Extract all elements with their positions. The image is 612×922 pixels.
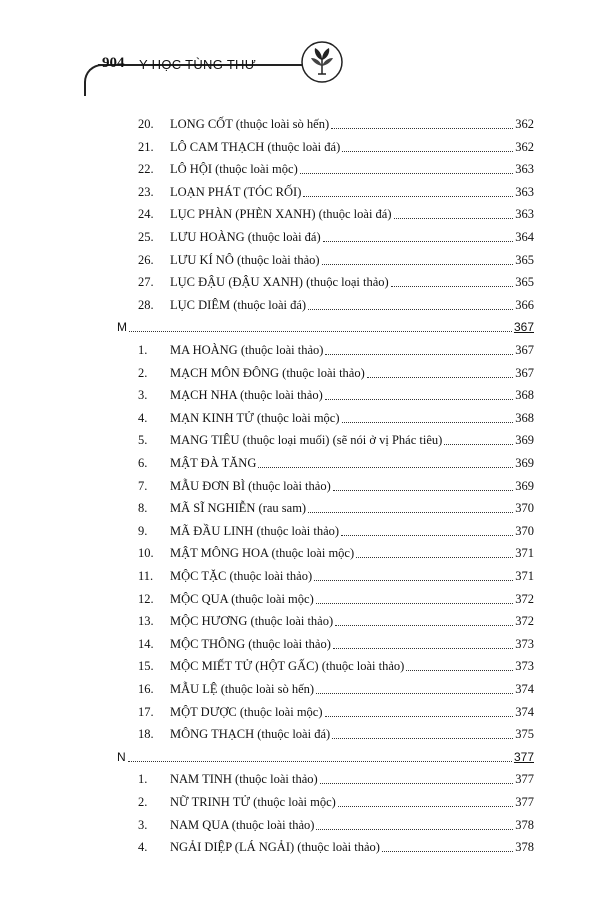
dot-leader — [333, 490, 513, 491]
toc-page-number: 362 — [515, 139, 534, 154]
toc-entry-title: MÃ ĐẦU LINH (thuộc loài thảo) — [170, 523, 340, 538]
toc-entry-number: 20. — [138, 117, 154, 131]
dot-leader — [342, 151, 513, 152]
toc-section-row — [0, 747, 612, 767]
toc-entry-title: MỘC QUA (thuộc loài mộc) — [170, 591, 314, 606]
toc-entry-title: NỮ TRINH TỬ (thuộc loài mộc) — [170, 795, 336, 809]
toc-entry-row — [0, 340, 612, 360]
toc-entry-number: 1. — [138, 343, 148, 357]
toc-entry-title: MẠCH NHA (thuộc loài thảo) — [170, 388, 323, 403]
toc-page-number: 369 — [515, 433, 534, 448]
toc-entry-title: MỘC TẶC (thuộc loài thảo) — [170, 569, 313, 583]
toc-entry-title: LÔ HỘI (thuộc loài mộc) — [170, 162, 298, 177]
dot-leader — [258, 467, 513, 468]
dot-leader — [341, 535, 513, 536]
toc-entry-number: 14. — [138, 636, 154, 651]
toc-entry-row — [0, 769, 612, 789]
toc-page-number: 373 — [515, 659, 534, 674]
toc-entry-number: 11. — [138, 569, 154, 583]
toc-entry-number: 3. — [138, 388, 148, 403]
toc-page-number: 377 — [515, 795, 534, 809]
toc-page-number: 370 — [515, 501, 534, 516]
dot-leader — [316, 693, 513, 694]
toc-entry-title: MỘT DƯỢC (thuộc loài mộc) — [170, 704, 323, 719]
dot-leader — [320, 783, 513, 784]
toc-entry-title: MẬT MÔNG HOA (thuộc loài mộc) — [170, 546, 355, 561]
toc-page-number: 371 — [515, 569, 534, 583]
toc-entry-number: 4. — [138, 410, 148, 425]
dot-leader — [394, 218, 513, 219]
dot-leader — [129, 331, 512, 332]
toc-entry-number: 17. — [138, 704, 154, 719]
toc-entry-number: 12. — [138, 591, 154, 606]
dot-leader — [342, 422, 513, 423]
dot-leader — [338, 806, 513, 807]
toc-entry-row — [0, 182, 612, 202]
toc-page-number: 369 — [515, 478, 534, 493]
toc-page-number: 377 — [513, 749, 534, 764]
toc-entry-title: LONG CỐT (thuộc loài sò hến) — [170, 117, 330, 131]
toc-entry-title: NAM TINH (thuộc loài thảo) — [170, 772, 318, 787]
toc-page-number: 369 — [515, 456, 534, 470]
dot-leader — [335, 625, 513, 626]
toc-entry-row — [0, 702, 612, 722]
toc-entry-row — [0, 137, 612, 157]
toc-page-number: 364 — [515, 230, 534, 244]
toc-section-letter: M — [117, 320, 127, 335]
toc-entry-title: LỤC ĐẬU (ĐẬU XANH) (thuộc loại thảo) — [170, 275, 389, 290]
toc-entry-title: LÔ CAM THẠCH (thuộc loài đá) — [170, 139, 341, 154]
toc-entry-title: MỘC MIẾT TỬ (HỘT GẤC) (thuộc loài thảo) — [170, 659, 405, 674]
toc-entry-row — [0, 611, 612, 631]
toc-page-number: 374 — [515, 704, 534, 719]
dot-leader — [325, 716, 513, 717]
toc-page-number: 367 — [515, 343, 534, 357]
toc-entry-row — [0, 815, 612, 835]
toc-entry-row — [0, 476, 612, 496]
dot-leader — [332, 738, 513, 739]
toc-entry-number: 4. — [138, 840, 148, 855]
toc-entry-number: 9. — [138, 523, 148, 538]
toc-entry-number: 5. — [138, 433, 148, 448]
toc-entry-title: NGẢI DIỆP (LÁ NGẢI) (thuộc loài thảo) — [170, 840, 380, 855]
dot-leader — [322, 264, 513, 265]
toc-entry-row — [0, 498, 612, 518]
dot-leader — [316, 603, 513, 604]
toc-entry-title: MA HOÀNG (thuộc loài thảo) — [170, 343, 324, 357]
dot-leader — [308, 309, 513, 310]
toc-entry-row — [0, 272, 612, 292]
toc-page-number: 371 — [515, 546, 534, 561]
toc-entry-title: LƯU HOÀNG (thuộc loài đá) — [170, 230, 321, 244]
dot-leader — [300, 173, 513, 174]
dot-leader — [323, 241, 513, 242]
toc-entry-title: LỤC PHÀN (PHÈN XANH) (thuộc loài đá) — [170, 207, 392, 222]
page-number: 904 — [102, 55, 125, 71]
toc-entry-number: 2. — [138, 795, 148, 809]
toc-entry-row — [0, 295, 612, 315]
toc-entry-number: 8. — [138, 501, 148, 516]
toc-page-number: 372 — [515, 614, 534, 629]
toc-entry-title: MẪU LỆ (thuộc loài sò hến) — [170, 682, 315, 696]
toc-entry-row — [0, 453, 612, 473]
toc-entry-row — [0, 408, 612, 428]
dot-leader — [303, 196, 513, 197]
toc-page-number: 367 — [515, 365, 534, 380]
toc-page-number: 373 — [515, 636, 534, 651]
toc-entry-row — [0, 159, 612, 179]
dot-leader — [333, 648, 513, 649]
toc-page-number: 378 — [515, 817, 534, 832]
toc-entry-row — [0, 634, 612, 654]
toc-entry-number: 23. — [138, 184, 154, 199]
toc-entry-row — [0, 679, 612, 699]
dot-leader — [325, 354, 513, 355]
toc-page-number: 362 — [515, 117, 534, 131]
toc-entry-row — [0, 837, 612, 857]
toc-entry-number: 27. — [138, 275, 154, 290]
toc-entry-title: MẬT ĐÀ TĂNG — [170, 456, 257, 470]
dot-leader — [406, 670, 513, 671]
toc-entry-row — [0, 656, 612, 676]
toc-page-number: 366 — [515, 297, 534, 312]
toc-page-number: 367 — [513, 320, 534, 335]
toc-entry-row — [0, 227, 612, 247]
toc-page-number: 374 — [515, 682, 534, 696]
dot-leader — [128, 761, 512, 762]
dot-leader — [391, 286, 513, 287]
toc-entry-title: LƯU KÍ NÔ (thuộc loài thảo) — [170, 252, 320, 267]
toc-entry-title: MỘC THÔNG (thuộc loài thảo) — [170, 636, 331, 651]
toc-page-number: 375 — [515, 727, 534, 742]
toc-page-number: 363 — [515, 184, 534, 199]
toc-entry-number: 21. — [138, 139, 154, 154]
dot-leader — [367, 377, 513, 378]
dot-leader — [356, 557, 513, 558]
toc-entry-row — [0, 250, 612, 270]
dot-leader — [444, 444, 513, 445]
toc-entry-title: MẠCH MÔN ĐÔNG (thuộc loài thảo) — [170, 365, 365, 380]
toc-entry-number: 10. — [138, 546, 154, 561]
toc-entry-row — [0, 724, 612, 744]
toc-entry-number: 15. — [138, 659, 154, 674]
toc-entry-number: 25. — [138, 230, 154, 244]
toc-page-number: 372 — [515, 591, 534, 606]
dot-leader — [316, 829, 513, 830]
toc-page-number: 365 — [515, 275, 534, 290]
toc-entry-title: MANG TIÊU (thuộc loại muối) (sẽ nói ở vị Phác tiêu) — [170, 433, 443, 448]
toc-entry-title: MÃ SĨ NGHIỄN (rau sam) — [170, 501, 307, 516]
dot-leader — [314, 580, 513, 581]
dot-leader — [325, 399, 513, 400]
toc-page-number: 368 — [515, 388, 534, 403]
toc-entry-title: MÔNG THẠCH (thuộc loài đá) — [170, 727, 331, 742]
toc-entry-title: MỘC HƯƠNG (thuộc loài thảo) — [170, 614, 334, 629]
toc-entry-row — [0, 363, 612, 383]
toc-entry-number: 13. — [138, 614, 154, 629]
toc-entry-row — [0, 114, 612, 134]
toc-page-number: 370 — [515, 523, 534, 538]
toc-page-number: 378 — [515, 840, 534, 855]
toc-entry-row — [0, 521, 612, 541]
toc-entry-row — [0, 566, 612, 586]
toc-entry-row — [0, 589, 612, 609]
toc-entry-number: 6. — [138, 456, 148, 470]
toc-page-number: 363 — [515, 162, 534, 177]
toc-entry-number: 7. — [138, 478, 148, 493]
toc-entry-number: 26. — [138, 252, 154, 267]
toc-entry-title: NAM QUA (thuộc loài thảo) — [170, 817, 315, 832]
toc-entry-number: 24. — [138, 207, 154, 222]
toc-entry-number: 16. — [138, 682, 154, 696]
toc-entry-title: LỤC DIÊM (thuộc loài đá) — [170, 297, 307, 312]
toc-page-number: 363 — [515, 207, 534, 222]
toc-entry-title: LOẠN PHÁT (TÓC RỐI) — [170, 184, 302, 199]
toc-entry-row — [0, 543, 612, 563]
toc-entry-number: 18. — [138, 727, 154, 742]
toc-entry-number: 28. — [138, 297, 154, 312]
toc-entry-row — [0, 430, 612, 450]
toc-entry-number: 22. — [138, 162, 154, 177]
toc-entry-number: 1. — [138, 772, 148, 787]
book-title: Y HỌC TÙNG THƯ — [139, 57, 257, 72]
toc-entry-row — [0, 792, 612, 812]
toc-page-number: 377 — [515, 772, 534, 787]
toc-entry-row — [0, 204, 612, 224]
dot-leader — [382, 851, 513, 852]
toc-entry-row — [0, 385, 612, 405]
toc-entry-title: MẪU ĐƠN BÌ (thuộc loài thảo) — [170, 478, 331, 493]
toc-entry-number: 3. — [138, 817, 148, 832]
toc-section-letter: N — [117, 749, 126, 764]
toc-entry-title: MẠN KINH TỬ (thuộc loài mộc) — [170, 410, 340, 425]
toc-page-number: 365 — [515, 252, 534, 267]
toc-page-number: 368 — [515, 410, 534, 425]
dot-leader — [308, 512, 513, 513]
toc-entry-number: 2. — [138, 365, 148, 380]
toc-section-row — [0, 317, 612, 337]
dot-leader — [331, 128, 513, 129]
